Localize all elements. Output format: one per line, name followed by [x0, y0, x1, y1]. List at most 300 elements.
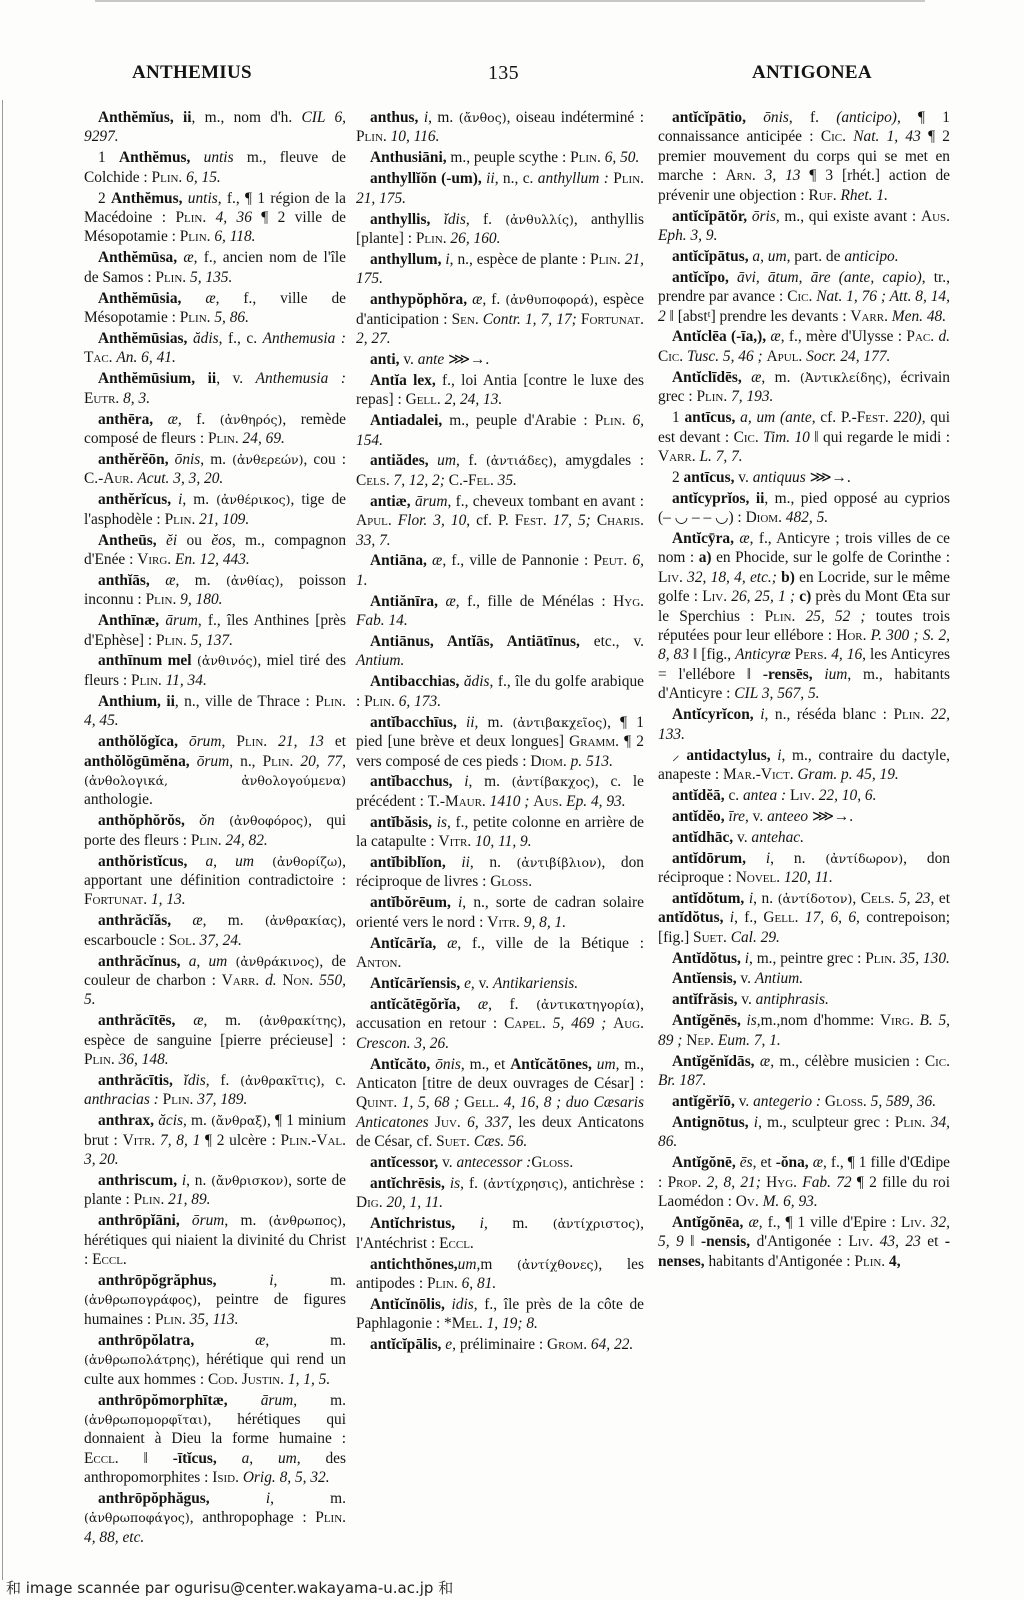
dictionary-entry — [84, 329, 346, 368]
greek-text: (ἀντίδοτον) — [777, 890, 853, 906]
author-abbrev: Plin. — [356, 128, 387, 146]
dictionary-entry — [356, 713, 644, 771]
italic-text: 5, 137. — [190, 631, 233, 649]
italic-text: Socr. 24, 177. — [806, 347, 891, 365]
italic-text: antiquus — [752, 468, 806, 486]
text: 2 — [672, 468, 684, 486]
text: , accusation en retour : — [356, 995, 644, 1033]
author-abbrev: Isid. — [212, 1469, 239, 1487]
italic-text: is — [746, 1012, 757, 1030]
dictionary-entry — [84, 952, 346, 1010]
headword: antiæ, — [370, 492, 411, 510]
dictionary-entry — [84, 289, 346, 328]
text: , m., contraire du dactyle, anapeste : — [658, 746, 950, 783]
author-abbrev: Plin. — [315, 692, 346, 710]
headword: antĭchrēsis, — [370, 1175, 445, 1193]
italic-text: 26, 25, 1 ; — [731, 588, 796, 606]
text — [729, 269, 737, 286]
italic-text: ĭdis — [183, 1072, 206, 1089]
text: , n., espèce de plante : — [449, 250, 591, 268]
dictionary-entry — [658, 807, 950, 826]
text — [254, 853, 272, 870]
dictionary-entry — [658, 1113, 950, 1152]
text: , m. — [428, 109, 459, 126]
italic-text: ăcis — [158, 1112, 183, 1130]
text: , m., nom d'h. — [191, 109, 302, 126]
author-abbrev: Gloss. — [490, 873, 533, 891]
italic-text: e — [464, 974, 471, 992]
dictionary-entry — [84, 531, 346, 570]
headword: antĭcĭpātŏr, — [672, 207, 748, 225]
dictionary-entry — [356, 492, 644, 550]
italic-text: M. 6, 93. — [762, 1192, 818, 1210]
author-abbrev: Arn. — [725, 167, 756, 185]
author-abbrev: Cic. — [924, 1052, 950, 1070]
text: , m., peintre grec : — [749, 949, 866, 967]
italic-text: æ — [432, 552, 443, 570]
author-abbrev: Plin. — [133, 1191, 165, 1209]
author-abbrev: Plin. — [207, 430, 239, 447]
text: , escarboucle : — [84, 912, 346, 949]
text: , n., — [229, 752, 263, 770]
greek-text: (ἀνθυλλίς) — [505, 211, 574, 227]
italic-text: āvi, ātum, āre (ante, capio) — [737, 268, 922, 286]
text: , f., mère d'Ulysse : — [780, 328, 907, 346]
text: près du Mont Œta sur le Sperchius : — [658, 588, 950, 625]
italic-text: 20, 1, 11. — [386, 1194, 444, 1212]
text — [190, 753, 197, 770]
greek-text: (ἀνθρακίας) — [264, 913, 343, 929]
author-abbrev: Hor. — [836, 627, 867, 645]
dictionary-entry — [658, 489, 950, 528]
dictionary-entry — [84, 911, 346, 950]
author-abbrev: Cic. — [787, 288, 813, 306]
author-abbrev: Cic. — [733, 428, 759, 446]
text: , et — [930, 889, 950, 907]
italic-text: ōris — [751, 207, 776, 225]
italic-text: p. 513. — [570, 752, 613, 770]
italic-text: 17, 6, 6 — [804, 909, 857, 927]
italic-text: 2, 8, 21; — [706, 1173, 761, 1191]
italic-text: ii — [486, 170, 495, 188]
author-abbrev: Plin. — [156, 631, 187, 649]
author-abbrev: Prop. — [667, 1173, 702, 1191]
author-abbrev: Plin. — [426, 1275, 458, 1293]
text: , don réciproque de livres : — [356, 854, 644, 891]
text: , f., petite colonne en arrière de la catapulte : — [356, 813, 644, 851]
headword: anthypŏphŏra, — [370, 291, 468, 309]
greek-text: (ἀνθρωπομορφῖται) — [84, 1411, 208, 1427]
text: , f. — [788, 109, 837, 126]
italic-text: anticipo. — [844, 247, 899, 265]
headword: anthŏlŏgĭca, — [98, 733, 178, 751]
dictionary-entry — [356, 290, 644, 348]
text: , l'Antéchrist : — [356, 1215, 644, 1252]
greek-text: (ἄνθος) — [458, 110, 507, 125]
italic-text: Tusc. 5, 46 ; — [686, 347, 763, 365]
headword: antĭcĭpātus, — [672, 247, 749, 265]
italic-text: um — [437, 452, 456, 470]
author-abbrev: Hyg. — [766, 1173, 797, 1191]
italic-text: i — [777, 746, 782, 764]
author-abbrev: Plin. — [164, 510, 196, 528]
italic-text: 10, 11, 9. — [475, 833, 532, 851]
headword: antĭbiblĭon, — [370, 854, 446, 872]
italic-text: a, um — [188, 952, 228, 970]
headword: anthĕrĕōn, — [98, 450, 169, 468]
author-abbrev: Dig. — [356, 1194, 383, 1212]
text: ‖ qui regarde le midi : — [809, 428, 950, 446]
author-abbrev: Mel. — [451, 1315, 483, 1333]
greek-text: (ἄνθρισκον) — [211, 1173, 289, 1189]
running-head-right: ANTIGONEA — [752, 62, 872, 83]
italic-text: 34, 86. — [658, 1113, 950, 1151]
headword: anthŏphŏrŏs, — [98, 812, 185, 830]
text — [746, 850, 766, 867]
dictionary-entry — [84, 450, 346, 489]
headword: Antĭcārĭa, — [370, 934, 437, 952]
italic-text: i — [464, 773, 469, 791]
dictionary-entry — [84, 1489, 346, 1547]
italic-text: anthyllum : — [537, 170, 609, 188]
italic-text: 6, 337 — [467, 1113, 509, 1131]
italic-text: æ — [255, 1331, 266, 1349]
text: , m. — [483, 1215, 553, 1233]
headword: c) — [799, 588, 812, 606]
text — [150, 572, 165, 589]
dictionary-entry — [356, 592, 644, 631]
text: , m. — [202, 912, 265, 930]
author-abbrev: Plin. — [364, 692, 395, 710]
greek-text: (ἀνθίας) — [226, 572, 280, 588]
author-abbrev: Plin. — [262, 752, 294, 770]
author-abbrev: Aug. — [613, 1015, 644, 1033]
headword: Antiāna, — [370, 552, 427, 570]
italic-text: 550, 5. — [84, 971, 346, 1009]
author-abbrev: Grom. — [547, 1336, 588, 1354]
text — [171, 912, 192, 929]
dictionary-entry — [658, 368, 950, 407]
headword: Anthĕmūsium, — [98, 370, 196, 388]
text: , f., ville de la Bétique : — [457, 934, 644, 952]
headword: antĭdōrum, — [672, 849, 746, 867]
headword: Antĭgŏnēa, — [672, 1213, 744, 1231]
text: ¶ 2 ulcère : — [200, 1131, 281, 1149]
text: , m. — [203, 1012, 259, 1030]
italic-text: Crescon. 3, 26. — [356, 1034, 450, 1052]
text: , m. — [468, 773, 512, 791]
headword: Antignōtus, — [672, 1113, 749, 1131]
italic-text: ōnis — [174, 450, 201, 468]
text: , m., sculpteur grec : — [758, 1113, 895, 1131]
italic-text: ĕos — [211, 531, 232, 549]
italic-text: antecessor : — [456, 1154, 532, 1172]
text: , qui porte des fleurs : — [84, 812, 346, 849]
scan-credit: 和 image scannée par ogurisu@center.wakayama-u.ac.jp 和 — [6, 1579, 454, 1597]
greek-text: (ἀνθέρικος) — [216, 492, 291, 508]
author-abbrev: Eccl. — [92, 1251, 127, 1269]
italic-text: Br. 187. — [658, 1072, 707, 1089]
dictionary-entry — [356, 350, 644, 369]
dictionary-entry — [356, 772, 644, 811]
text — [455, 1215, 480, 1232]
greek-text: (ἀντιβίβλιον) — [516, 855, 602, 871]
column-3 — [658, 108, 950, 1273]
author-abbrev: Non. — [282, 971, 314, 989]
greek-text: (ἀνθρακίτης) — [258, 1013, 343, 1029]
greek-text: (ἀνθυποφορά) — [505, 292, 595, 308]
headword: antichthŏnes, — [370, 1255, 458, 1273]
text: , de couleur de charbon : — [84, 952, 346, 989]
text: , — [852, 889, 861, 907]
dictionary-entry — [84, 651, 346, 690]
italic-text: 37, 24. — [199, 931, 242, 949]
italic-text: æ — [477, 995, 489, 1013]
author-abbrev: Gramm. — [569, 733, 619, 751]
text: , m., habitants d'Anticyre : — [658, 665, 950, 703]
headword: Anthĕmūsia, — [98, 289, 182, 307]
greek-text: (ἀντίδωρον) — [825, 850, 904, 866]
author-abbrev: Pac. — [906, 328, 935, 346]
text: v. — [736, 970, 755, 988]
dictionary-entry — [84, 189, 346, 247]
author-abbrev: Gell. — [405, 391, 441, 409]
author-abbrev: Plin. — [179, 309, 211, 327]
italic-text: æ — [167, 410, 178, 428]
headword: anthus, — [370, 109, 419, 126]
italic-text: 36, 148. — [118, 1051, 169, 1069]
italic-text: æ — [751, 368, 762, 386]
author-abbrev: Quint. — [356, 1094, 398, 1112]
dictionary-entry — [84, 732, 346, 810]
text: , anthropophage : — [189, 1509, 316, 1527]
italic-text: i — [423, 109, 429, 126]
italic-text: 11, 34. — [165, 671, 207, 689]
dictionary-entry — [658, 408, 950, 466]
column-1 — [84, 108, 346, 1549]
headword: Anthĕmūsa, — [98, 249, 178, 267]
italic-text: ārum — [165, 612, 198, 630]
text: , f. — [177, 410, 220, 428]
text: , m. — [183, 1112, 212, 1130]
dictionary-entry — [658, 207, 950, 246]
dictionary-entry — [356, 1055, 644, 1152]
text: , don réciproque : — [658, 849, 950, 886]
author-abbrev: Plin. — [315, 1509, 346, 1527]
headword: -nenses, — [658, 1233, 950, 1270]
text: , les deux Anticatons de César, cf. — [356, 1113, 644, 1151]
italic-text: 6, 1. — [356, 552, 644, 589]
author-abbrev: Plin. — [764, 607, 796, 625]
text: , n. — [186, 1172, 212, 1190]
italic-text: ōnis — [435, 1055, 461, 1073]
text: 2 — [98, 189, 112, 207]
italic-text: Eum. 7, 1. — [717, 1031, 781, 1049]
dictionary-entry — [658, 1092, 950, 1111]
author-abbrev: Eutr. — [84, 389, 120, 407]
author-abbrev: Eccl. — [84, 1449, 119, 1467]
italic-text: Ep. 4, 93. — [566, 792, 626, 810]
headword: Antĭdŏtus, — [672, 949, 741, 967]
text: ¶ 2 ville de Mésopotamie : — [84, 209, 346, 246]
headword: anthĭās, — [98, 571, 150, 589]
italic-text: Flor. 3, 10 — [397, 512, 467, 530]
italic-text: Rhet. 1. — [840, 186, 888, 204]
italic-text: a, um — [205, 852, 254, 870]
italic-text: anthracias : — [84, 1091, 159, 1109]
italic-text: 21, 175. — [356, 189, 407, 207]
dictionary-entry — [658, 705, 950, 744]
headword: anthyllĭŏn (-um), — [370, 170, 482, 188]
italic-text: Nat. 1, 76 ; Att. 8, 14, 2 — [658, 288, 950, 325]
headword: Antĭcĭnōlis, — [370, 1295, 445, 1313]
italic-text: Anthemusia : — [255, 370, 346, 388]
dictionary-entry — [84, 148, 346, 187]
text — [546, 1015, 553, 1032]
italic-text: i — [445, 250, 450, 268]
text — [795, 608, 805, 625]
headword: ii — [166, 692, 175, 710]
text: , — [221, 733, 237, 751]
dictionary-entry — [356, 934, 644, 973]
headword: Antiānus, Antĭās, Antiātīnus, — [370, 633, 580, 651]
text — [430, 211, 443, 228]
dictionary-entry — [658, 746, 950, 785]
text: ⋙→. — [808, 807, 854, 825]
text: , ¶ 1 connaissance anticipée : — [658, 109, 950, 146]
italic-text: ēs — [739, 1154, 753, 1172]
dictionary-entry — [356, 853, 644, 892]
dictionary-entry — [84, 611, 346, 650]
running-head-left: ANTHEMIUS — [132, 62, 252, 83]
author-abbrev: Plin. — [162, 1091, 194, 1109]
text: , peintre de figures humaines : — [84, 1291, 346, 1328]
author-abbrev: Virg. — [879, 1012, 914, 1030]
headword: ii — [182, 109, 192, 126]
dictionary-entry — [356, 974, 644, 993]
italic-text: CIL 3, 567, 5. — [734, 685, 820, 703]
italic-text: i — [181, 1172, 187, 1190]
headword: anthyllis, — [370, 210, 431, 228]
italic-text: 6, 154. — [356, 412, 644, 449]
headword: antĭgĕrĭō, — [672, 1092, 735, 1110]
text — [210, 1490, 266, 1507]
italic-text: CIL 6, 9297. — [84, 109, 346, 146]
text: , qui est devant : — [658, 409, 950, 446]
headword: Antĭgŏnē, — [672, 1154, 736, 1172]
greek-text: (ἀντίχρησις) — [482, 1176, 564, 1192]
italic-text: um — [596, 1055, 616, 1073]
dictionary-entry — [356, 411, 644, 450]
headword: Antĭgĕnēs, — [672, 1012, 741, 1030]
headword: antīcus, — [683, 468, 735, 486]
dictionary-entry — [658, 849, 950, 888]
italic-text: Fab. 14. — [356, 612, 408, 630]
headword: Anthīnæ, — [98, 612, 160, 630]
italic-text: 10, 116. — [390, 128, 440, 146]
dictionary-entry — [356, 632, 644, 671]
greek-text: (ἀντικατηγορία) — [536, 996, 641, 1012]
text: , hérétique qui rend un culte aux hommes : — [84, 1351, 346, 1388]
italic-text: 24, 82. — [225, 831, 268, 849]
dictionary-entry — [658, 786, 950, 805]
author-abbrev: Fest. — [514, 512, 547, 530]
headword: antĭcĭpālis, — [370, 1336, 442, 1354]
italic-text: ium — [824, 665, 848, 683]
text: , m., et — [460, 1055, 511, 1073]
italic-text: 482, 5. — [785, 509, 829, 527]
text: , m. — [200, 450, 233, 468]
text — [460, 996, 478, 1013]
italic-text: æ — [445, 592, 456, 610]
italic-text: 21, 13 — [278, 733, 324, 751]
text: , m. — [182, 491, 217, 509]
author-abbrev: Plin. — [415, 229, 447, 247]
author-abbrev: Cels. — [356, 471, 390, 489]
text: etc., v. — [579, 633, 644, 651]
author-abbrev: Sen. — [451, 310, 479, 328]
headword: b) — [781, 568, 795, 586]
text: ¶ 2 vers composé de ces pieds : — [356, 733, 644, 770]
headword: anthrōpŏlatra, — [98, 1331, 195, 1349]
italic-text: 35. — [497, 471, 517, 489]
headword: antĭcessor, — [370, 1154, 439, 1172]
text: , n. — [469, 854, 517, 872]
italic-text: ĭdis — [443, 210, 466, 228]
text — [180, 1212, 192, 1229]
italic-text: antea : — [742, 786, 787, 804]
author-abbrev: Aus. — [533, 792, 563, 810]
text: , m. — [270, 1490, 346, 1508]
italic-text: 64, 22. — [590, 1336, 634, 1354]
text: , f., ¶ 1 ville d'Epire : — [758, 1213, 901, 1231]
text: , tige de l'asphodèle : — [84, 491, 346, 528]
headword: antĭbăsis, — [370, 813, 433, 831]
greek-text: (ἀντίχθονες) — [517, 1256, 599, 1272]
italic-text: 6, 50. — [604, 149, 640, 167]
italic-text: 17, 5; — [552, 512, 591, 530]
headword: anthŏlŏgūmĕna, — [84, 752, 190, 770]
headword: Antiadalei, — [370, 412, 443, 430]
text: v. — [733, 828, 752, 846]
text — [157, 532, 166, 549]
author-abbrev: Charis. — [596, 512, 644, 530]
text: , miel tiré des fleurs : — [84, 652, 346, 689]
italic-text: is — [436, 813, 447, 831]
greek-text: (ἀνθρωπος) — [268, 1213, 343, 1229]
dictionary-entry — [658, 990, 950, 1009]
italic-text: Antium. — [356, 652, 405, 670]
author-abbrev: Diom. — [530, 752, 567, 770]
author-abbrev: Capel. — [504, 1015, 546, 1033]
text — [228, 1392, 261, 1409]
italic-text: ii — [465, 713, 475, 731]
author-abbrev: Plin. — [84, 1051, 115, 1069]
headword: antĭdŏtus, — [658, 909, 724, 927]
text — [457, 714, 466, 731]
text: toutes trois réputées pour leur ellébore : — [658, 607, 950, 645]
text — [174, 109, 183, 126]
italic-text: 120, 11. — [783, 868, 833, 886]
author-abbrev: Varr. — [221, 971, 260, 989]
text: , f. — [482, 291, 506, 309]
text: , part. de — [786, 247, 845, 265]
dictionary-entry — [356, 169, 644, 208]
author-abbrev: Plin. — [570, 149, 601, 167]
text: , m., qui existe avant : — [775, 207, 921, 225]
dictionary-entry — [658, 969, 950, 988]
greek-text: (Ἀντικλείδης) — [799, 369, 888, 385]
